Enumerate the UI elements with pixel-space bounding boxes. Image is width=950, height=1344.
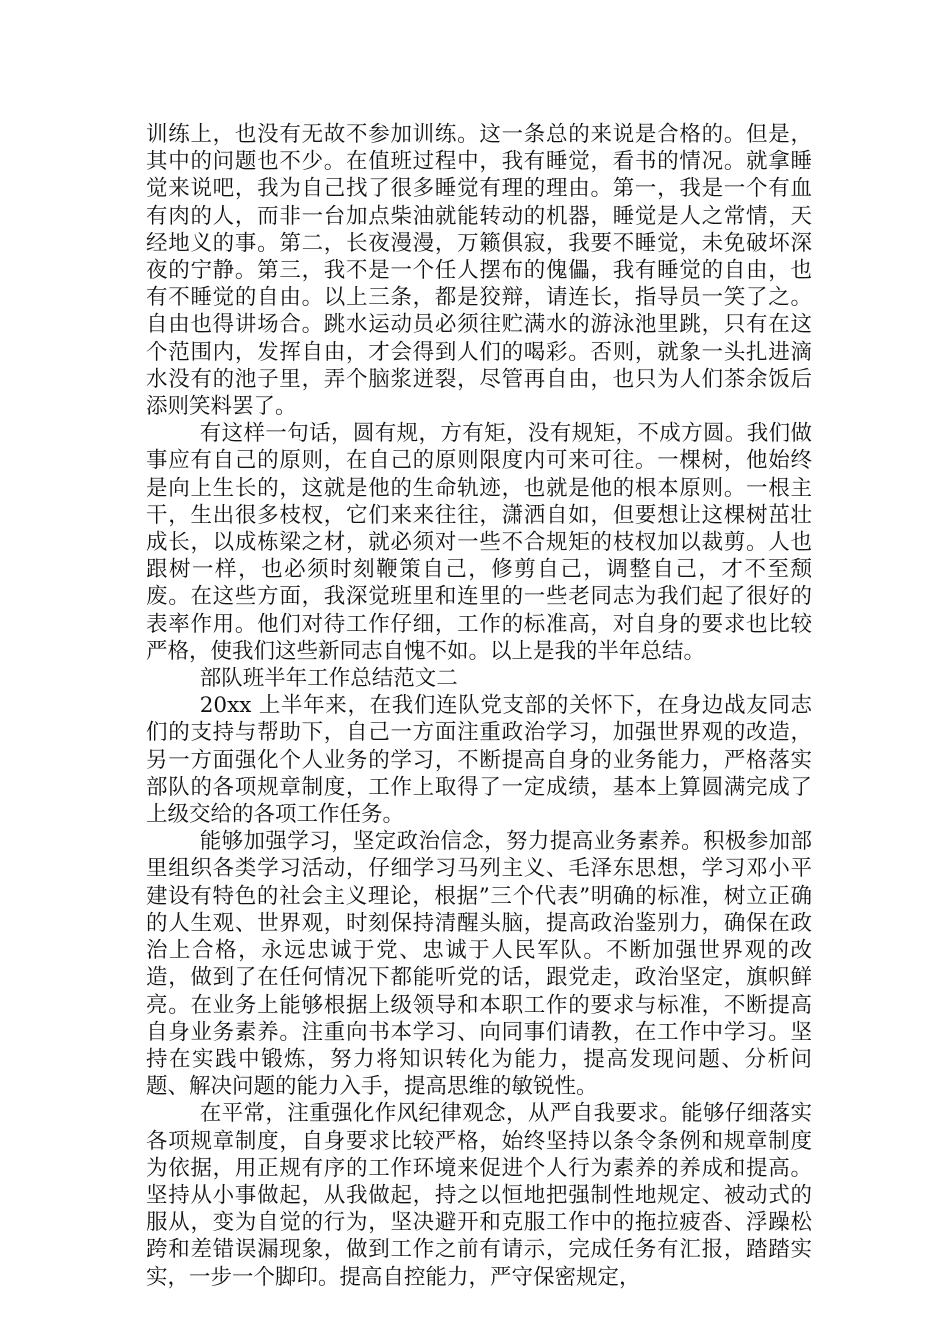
paragraph-3: 20xx 上半年来，在我们连队党支部的关怀下，在身边战友同志们的支持与帮助下，自己一方面注重政治学习，加强世界观的改造，另一方面强化个人业务的学习，不断提高自身的业务能力，严格落实部队的各项规章制度，工作上取得了一定成绩，基本上算圆满完成了上级交给的各项工作任务。 — [146, 693, 812, 828]
paragraph-2: 有这样一句话，圆有规，方有矩，没有规矩，不成方圆。我们做事应有自己的原则，在自己的原则限度内可来可往。一棵树，他始终是向上生长的，这就是他的生命轨迹，也就是他的根本原则。一根主干，生出很多枝杈，它们来来往往，潇洒自如，但要想让这棵树茁壮成长，以成栋梁之材，就必须对一些不合规矩的枝杈加以裁剪。人也跟树一样，也必须时刻鞭策自己，修剪自己，调整自己，才不至颓废。在这些方面，我深觉班里和连里的一些老同志为我们起了很好的表率作用。他们对待工作仔细，工作的标准高，对自身的要求也比较严格，使我们这些新同志自愧不如。以上是我的半年总结。 — [146, 421, 812, 664]
paragraph-5: 在平常，注重强化作风纪律观念，从严自我要求。能够仔细落实各项规章制度，自身要求比较严格，始终坚持以条令条例和规章制度为依据，用正规有序的工作环境来促进个人行为素养的养成和提高。坚持从小事做起，从我做起，持之以恒地把强制性地规定、被动式的服从，变为自觉的行为，坚决避开和克服工作中的拖拉疲沓、浮躁松跨和差错误漏现象，做到工作之前有请示，完成任务有汇报，踏踏实实，一步一个脚印。提高自控能力，严守保密规定， — [146, 1101, 812, 1290]
paragraph-4: 能够加强学习，坚定政治信念，努力提高业务素养。积极参加部里组织各类学习活动，仔细学习马列主义、毛泽东思想，学习邓小平建设有特色的社会主义理论，根据”三个代表”明确的标准，树立正确的人生观、世界观，时刻保持清醒头脑，提高政治鉴别力，确保在政治上合格，永远忠诚于党、忠诚于人民军队。不断加强世界观的改造，做到了在任何情况下都能听党的话，跟党走，政治坚定，旗帜鲜亮。在业务上能够根据上级领导和本职工作的要求与标准，不断提高自身业务素养。注重向书本学习、向同事们请教，在工作中学习。坚持在实践中锻炼，努力将知识转化为能力，提高发现问题、分析问题、解决问题的能力入手，提高思维的敏锐性。 — [146, 829, 812, 1100]
paragraph-1-continuation: 训练上，也没有无故不参加训练。这一条总的来说是合格的。但是，其中的问题也不少。在值班过程中，我有睡觉，看书的情况。就拿睡觉来说吧，我为自己找了很多睡觉有理的理由。第一，我是一个有血有肉的人，而非一台加点柴油就能转动的机器，睡觉是人之常情，天经地义的事。第二，长夜漫漫，万籁俱寂，我要不睡觉，未免破坏深夜的宁静。第三，我不是一个任人摆布的傀儡，我有睡觉的自由，也有不睡觉的自由。以上三条，都是狡辩，请连长，指导员一笑了之。自由也得讲场合。跳水运动员必须往贮满水的游泳池里跳，只有在这个范围内，发挥自由，才会得到人们的喝彩。否则，就象一头扎进滴水没有的池子里，弄个脑浆迸裂，尽管再自由，也只为人们茶余饭后添则笑料罢了。 — [146, 122, 812, 420]
document-body — [146, 121, 812, 1291]
section-heading: 部队班半年工作总结范文二 — [199, 666, 458, 692]
